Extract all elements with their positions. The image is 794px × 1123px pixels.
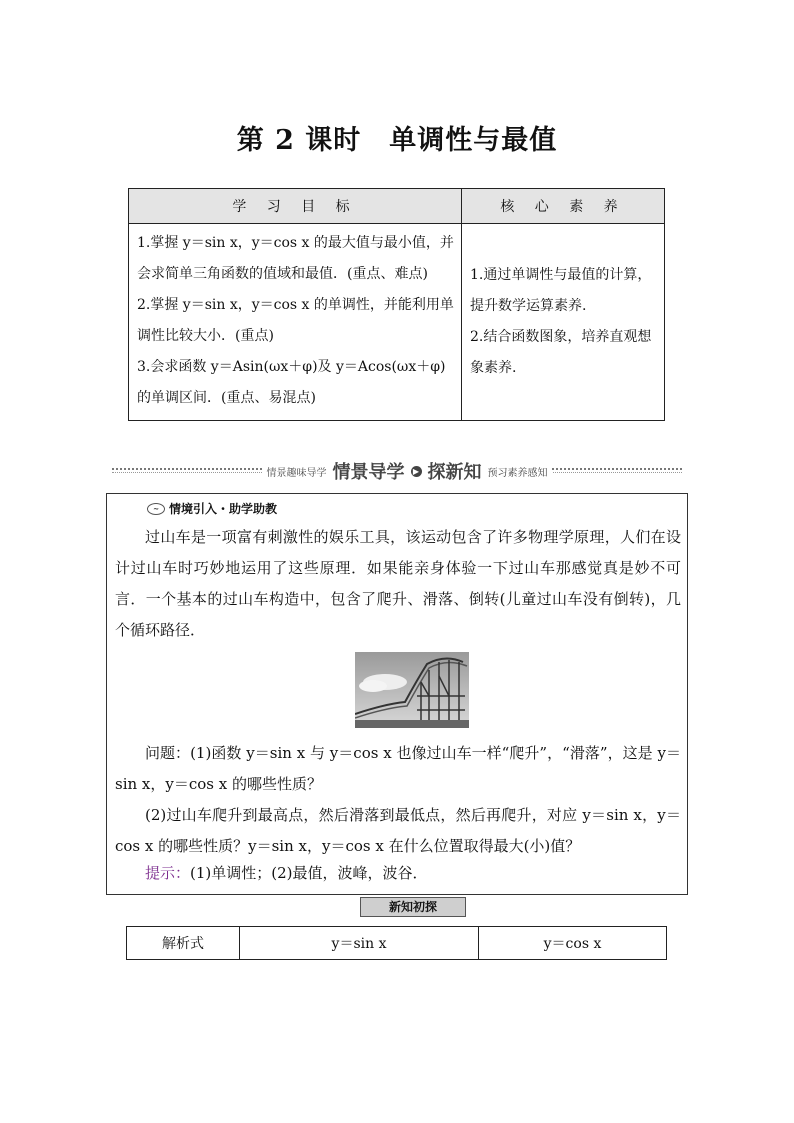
expression-header: 解析式	[127, 927, 240, 960]
divider-title-left: 情景导学	[332, 462, 405, 483]
goal-item: 2.掌握 y＝sin x，y＝cos x 的单调性，并能利用单调性比较大小．(重点)	[137, 297, 454, 344]
literacy-item: 2.结合函数图象，培养直观想象素养.	[470, 329, 652, 376]
hint-label: 提示：	[145, 864, 191, 882]
question-2	[115, 800, 681, 862]
new-knowledge-label: 新知初探	[360, 897, 466, 917]
question-1	[115, 738, 681, 800]
divider-left-caption: 情景趣味导学	[266, 467, 327, 479]
divider-right-caption: 预习素养感知	[487, 467, 548, 479]
section-divider	[112, 461, 682, 481]
scenario-intro	[115, 522, 681, 646]
goal-item: 3.会求函数 y＝Asin(ωx＋φ)及 y＝Acos(ωx＋φ)的单调区间．(重点、易混点)	[137, 359, 446, 406]
goals-header: 学 习 目 标	[129, 189, 462, 224]
learning-goals-table	[128, 188, 665, 421]
sin-header: y＝sin x	[240, 927, 479, 960]
literacy-cell	[462, 224, 665, 421]
roller-coaster-photo	[355, 652, 469, 728]
intro-paragraph: 过山车是一项富有刺激性的娱乐工具，该运动包含了许多物理学原理，人们在设计过山车时巧妙地运用了这些原理．如果能亲身体验一下过山车那感觉真是妙不可言．一个基本的过山车构造中，包含了爬升、滑落、倒转(儿童过山车没有倒转)，几个循环路径．	[115, 528, 681, 639]
cloud-icon: ~	[147, 503, 165, 515]
goals-cell	[129, 224, 462, 421]
goal-item: 1.掌握 y＝sin x，y＝cos x 的最大值与最小值，并会求简单三角函数的值域和最值．(重点、难点)	[137, 235, 454, 282]
scenario-box	[106, 493, 688, 895]
divider-title-right: 探新知	[427, 462, 482, 483]
scenario-header	[147, 500, 277, 517]
hint-text: (1)单调性；(2)最值，波峰，波谷．	[190, 864, 428, 882]
scenario-header-text: 情境引入・助学助教	[169, 502, 278, 516]
function-table	[126, 926, 667, 960]
cos-header: y＝cos x	[479, 927, 667, 960]
question-2-text: (2)过山车爬升到最高点，然后滑落到最低点，然后再爬升，对应 y＝sin x，y＝cos x 的哪些性质？y＝sin x，y＝cos x 在什么位置取得最大(小)值？	[115, 806, 681, 855]
hint	[115, 858, 681, 889]
literacy-item: 1.通过单调性与最值的计算，提升数学运算素养.	[470, 267, 652, 314]
question-1-text: 问题：(1)函数 y＝sin x 与 y＝cos x 也像过山车一样“爬升”，“滑落”，这是 y＝sin x，y＝cos x 的哪些性质？	[115, 744, 681, 793]
page-title: 第 2 课时 单调性与最值	[236, 125, 558, 156]
play-arrow-icon: ▶	[411, 466, 422, 477]
core-literacy-header: 核 心 素 养	[462, 189, 665, 224]
